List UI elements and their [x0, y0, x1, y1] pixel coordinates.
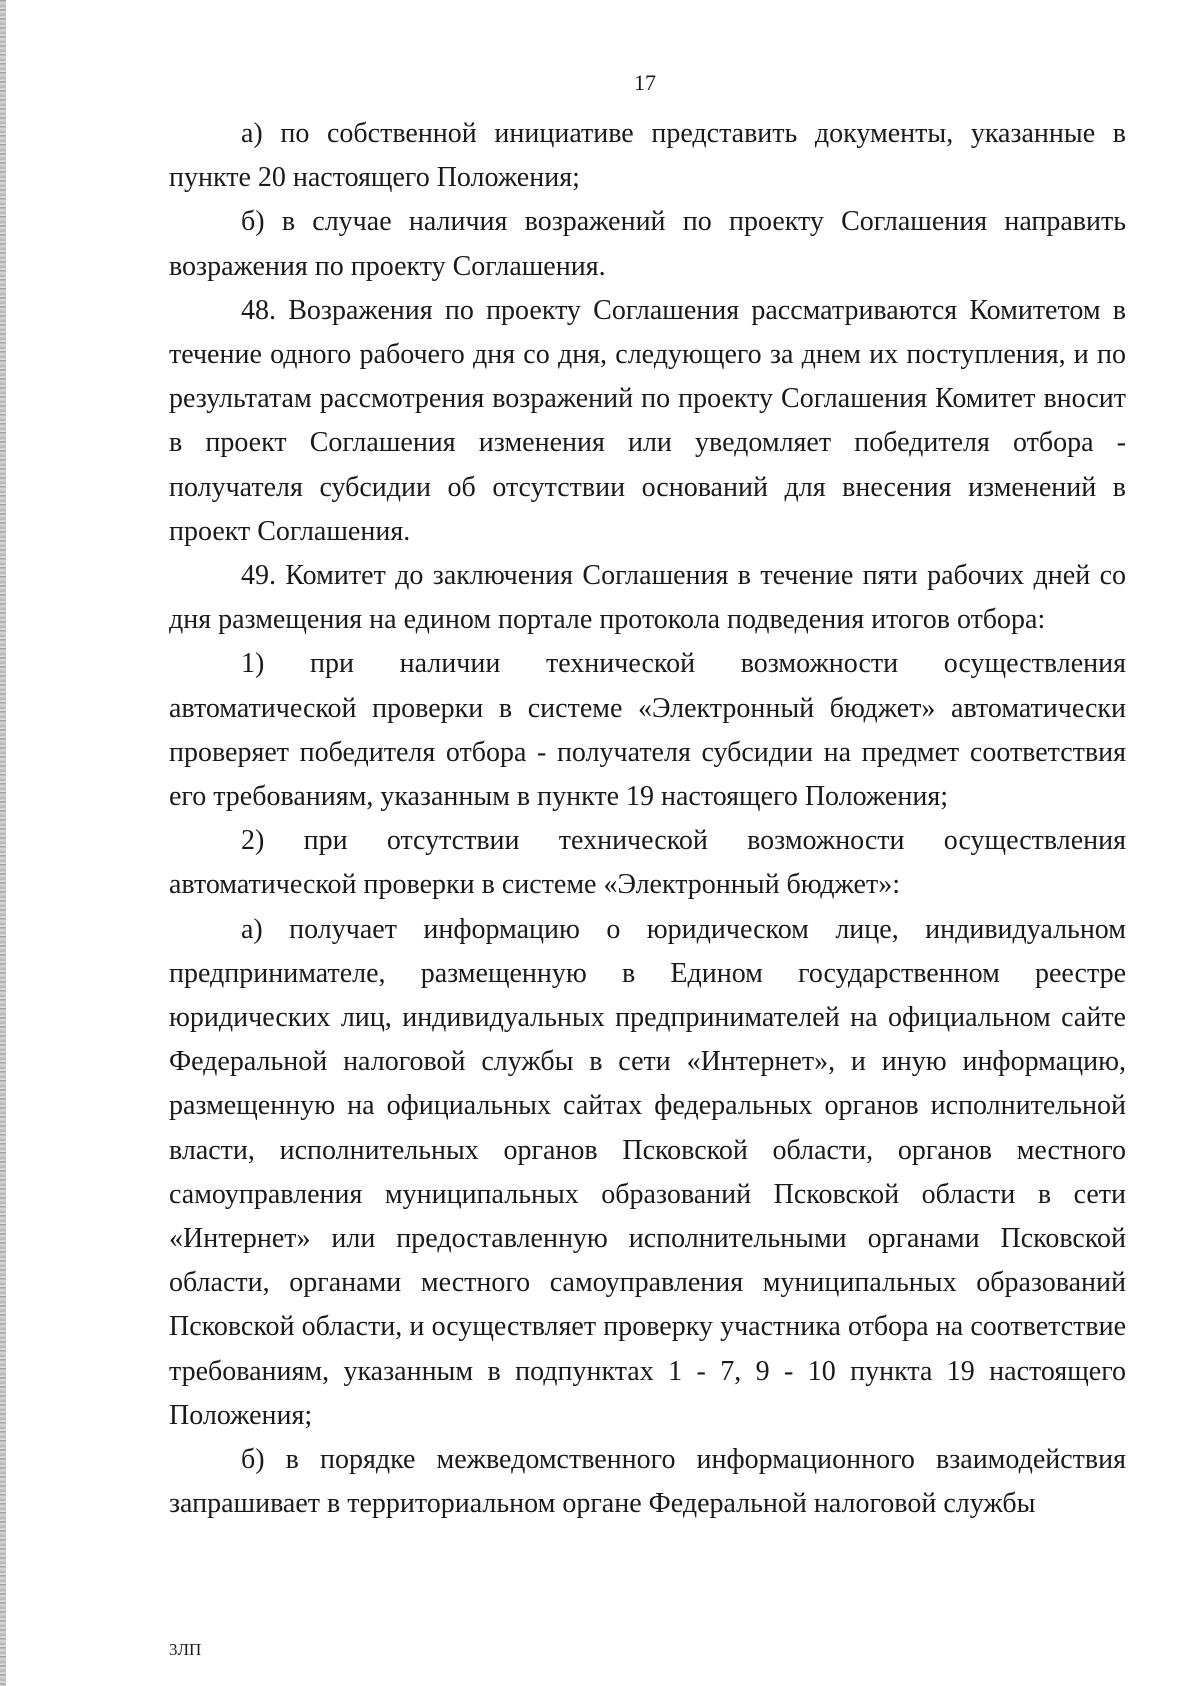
paragraph-a-initiative: а) по собственной инициативе представить документы, указанные в пункте 20 настоящего Положения;	[169, 118, 1126, 194]
paragraph-49: 49. Комитет до заключения Соглашения в течение пяти рабочих дней со дня размещения на едином портале протокола подведения итогов отбора:	[169, 560, 1126, 636]
document-body	[169, 112, 1126, 1527]
paragraph-49-2-a: а) получает информацию о юридическом лице, индивидуальном предпринимателе, размещенную в Едином государственном реестре юридических лиц, индивидуальных предпринимателей на официальном сайте Федеральной налоговой службы в сети «Интернет», и иную информацию, размещенную на официальных сайтах федеральных органов исполнительной власти, исполнительных органов Псковской области, органов местного самоуправления муниципальных образований Псковской области в сети «Интернет» или предоставленную исполнительными органами Псковской области, органами местного самоуправления муниципальных образований Псковской области, и осуществляет проверку участника отбора на соответствие требованиям, указанным в подпунктах 1 - 7, 9 - 10 пункта 19 настоящего Положения;	[169, 913, 1126, 1431]
footer-code: 3ЛП	[169, 1640, 202, 1659]
paragraph-b-objections: б) в случае наличия возражений по проекту Соглашения направить возражения по проекту Соглашения.	[169, 206, 1126, 282]
paragraph-49-2: 2) при отсутствии технической возможности осуществления автоматической проверки в системе «Электронный бюджет»:	[169, 825, 1126, 901]
scan-edge	[0, 0, 6, 1686]
paragraph-49-1: 1) при наличии технической возможности осуществления автоматической проверки в системе «Электронный бюджет» автоматически проверяет победителя отбора - получателя субсидии на предмет соответствия его требованиям, указанным в пункте 19 настоящего Положения;	[169, 648, 1126, 813]
page-number: 17	[634, 70, 656, 95]
paragraph-48: 48. Возражения по проекту Соглашения рассматриваются Комитетом в течение одного рабочего дня со дня, следующего за днем их поступления, и по результатам рассмотрения возражений по проекту Соглашения Комитет вносит в проект Соглашения изменения или уведомляет победителя отбора - получателя субсидии об отсутствии оснований для внесения изменений в проект Соглашения.	[169, 294, 1126, 547]
paragraph-49-2-b: б) в порядке межведомственного информационного взаимодействия запрашивает в территориальном органе Федеральной налоговой службы	[169, 1444, 1126, 1520]
